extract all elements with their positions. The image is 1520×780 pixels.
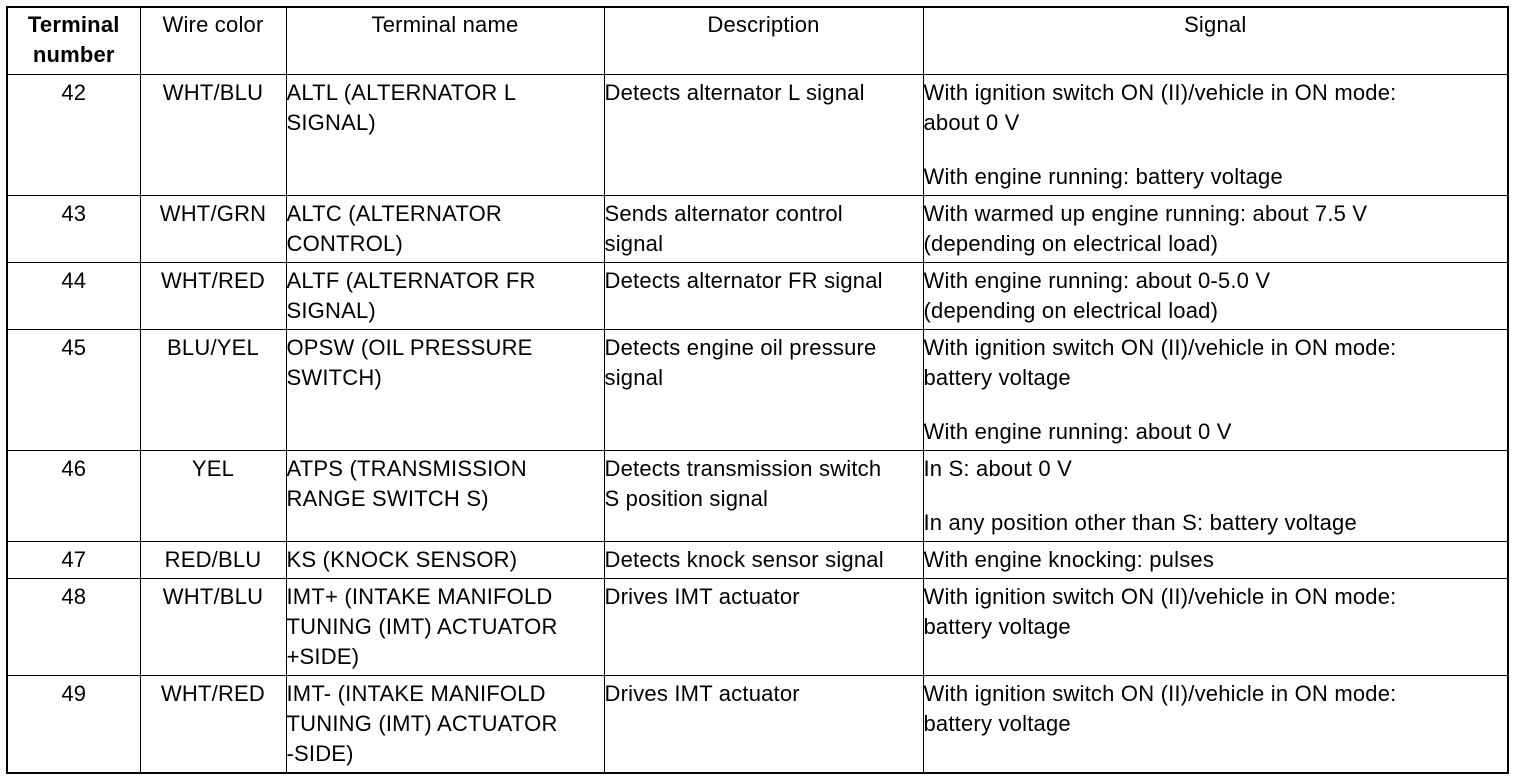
terminal-name-line: OPSW (OIL PRESSURE [286,335,533,360]
table-row [7,196,1508,263]
table-row [7,451,1508,542]
description-line: signal [604,365,664,390]
signal-line: With ignition switch ON (II)/vehicle in ON mode: [923,584,1397,609]
table-row [7,75,1508,196]
wire-color-cell [140,263,286,330]
terminal-number: 43 [61,201,87,226]
wire-color: WHT/RED [160,681,266,706]
terminal-number-cell [7,542,140,579]
terminal-name-line: TUNING (IMT) ACTUATOR [286,614,558,639]
signal-cell [923,451,1508,542]
terminal-name-line: ALTL (ALTERNATOR L [286,80,517,105]
table-row [7,676,1508,774]
signal-cell [923,542,1508,579]
description-line: Detects knock sensor signal [604,547,884,572]
header-description: Description [604,7,923,75]
description-line: Detects alternator L signal [604,80,865,105]
terminal-number: 48 [61,584,87,609]
terminal-number: 45 [61,335,87,360]
paragraph-gap [924,393,1508,417]
terminal-name-line: ALTC (ALTERNATOR [286,201,502,226]
terminal-name-cell [286,196,604,263]
description-line: Detects engine oil pressure [604,335,877,360]
paragraph-gap [924,138,1508,162]
terminal-name-line: SIGNAL) [286,110,376,135]
description-line: Detects alternator FR signal [604,268,883,293]
description-cell [604,330,923,451]
terminal-number-cell [7,451,140,542]
description-line: Sends alternator control [604,201,843,226]
terminal-name-line: -SIDE) [286,741,354,766]
signal-line: battery voltage [923,365,1071,390]
description-cell [604,451,923,542]
wire-color: WHT/GRN [159,201,267,226]
signal-line: In any position other than S: battery voltage [923,510,1357,535]
terminal-name-cell [286,579,604,676]
signal-line: about 0 V [923,110,1020,135]
description-cell [604,196,923,263]
description-line: Drives IMT actuator [604,584,800,609]
paragraph-gap [924,484,1508,508]
wire-color-cell [140,196,286,263]
signal-line: With ignition switch ON (II)/vehicle in ON mode: [923,681,1397,706]
terminal-number: 42 [61,80,87,105]
wire-color: WHT/BLU [162,80,264,105]
signal-cell [923,676,1508,774]
description-line: S position signal [604,486,769,511]
header-signal: Signal [923,7,1508,75]
terminal-name-cell [286,263,604,330]
terminal-name-line: SIGNAL) [286,298,376,323]
terminal-table [6,6,1509,774]
signal-cell [923,263,1508,330]
terminal-name-cell [286,676,604,774]
terminal-name-line: IMT- (INTAKE MANIFOLD [286,681,546,706]
terminal-name-line: RANGE SWITCH S) [286,486,489,511]
terminal-number-cell [7,263,140,330]
description-line: Detects transmission switch [604,456,882,481]
terminal-name-line: ALTF (ALTERNATOR FR [286,268,536,293]
description-cell [604,75,923,196]
wire-color-cell [140,676,286,774]
table-row [7,579,1508,676]
description-cell [604,676,923,774]
signal-line: With engine running: about 0 V [923,419,1232,444]
wire-color: RED/BLU [164,547,262,572]
header-terminal-number: Terminal number [7,7,140,75]
wire-color-cell [140,75,286,196]
signal-cell [923,330,1508,451]
signal-line: battery voltage [923,614,1071,639]
terminal-number: 47 [61,547,87,572]
signal-line: (depending on electrical load) [923,298,1219,323]
signal-line: With ignition switch ON (II)/vehicle in ON mode: [923,80,1397,105]
signal-line: With ignition switch ON (II)/vehicle in ON mode: [923,335,1397,360]
terminal-number-cell [7,676,140,774]
table-row [7,330,1508,451]
signal-line: With engine knocking: pulses [923,547,1215,572]
terminal-name-cell [286,75,604,196]
terminal-name-line: CONTROL) [286,231,403,256]
description-cell [604,542,923,579]
description-cell [604,579,923,676]
terminal-name-line: +SIDE) [286,644,360,669]
wire-color: BLU/YEL [167,335,259,360]
signal-cell [923,196,1508,263]
terminal-number: 49 [61,681,87,706]
signal-line: With engine running: about 0-5.0 V [923,268,1271,293]
signal-line: With engine running: battery voltage [923,164,1283,189]
signal-line: battery voltage [923,711,1071,736]
terminal-number-cell [7,75,140,196]
signal-line: With warmed up engine running: about 7.5 V [923,201,1368,226]
header-terminal-name: Terminal name [286,7,604,75]
terminal-number: 46 [61,456,87,481]
terminal-number: 44 [61,268,87,293]
terminal-number-cell [7,579,140,676]
terminal-name-cell [286,451,604,542]
terminal-name-line: ATPS (TRANSMISSION [286,456,527,481]
terminal-name-cell [286,330,604,451]
table-row [7,542,1508,579]
description-cell [604,263,923,330]
wire-color: YEL [191,456,235,481]
wire-color-cell [140,579,286,676]
terminal-name-line: TUNING (IMT) ACTUATOR [286,711,558,736]
signal-line: In S: about 0 V [923,456,1073,481]
terminal-name-cell [286,542,604,579]
terminal-number-cell [7,196,140,263]
wire-color: WHT/RED [160,268,266,293]
terminal-number-cell [7,330,140,451]
table-row [7,263,1508,330]
description-line: Drives IMT actuator [604,681,800,706]
terminal-name-line: IMT+ (INTAKE MANIFOLD [286,584,553,609]
wire-color: WHT/BLU [162,584,264,609]
wire-color-cell [140,542,286,579]
signal-line: (depending on electrical load) [923,231,1219,256]
signal-cell [923,579,1508,676]
signal-cell [923,75,1508,196]
header-wire-color: Wire color [140,7,286,75]
table-header-row [7,7,1508,75]
terminal-name-line: SWITCH) [286,365,382,390]
terminal-name-line: KS (KNOCK SENSOR) [286,547,518,572]
wire-color-cell [140,451,286,542]
description-line: signal [604,231,664,256]
wire-color-cell [140,330,286,451]
